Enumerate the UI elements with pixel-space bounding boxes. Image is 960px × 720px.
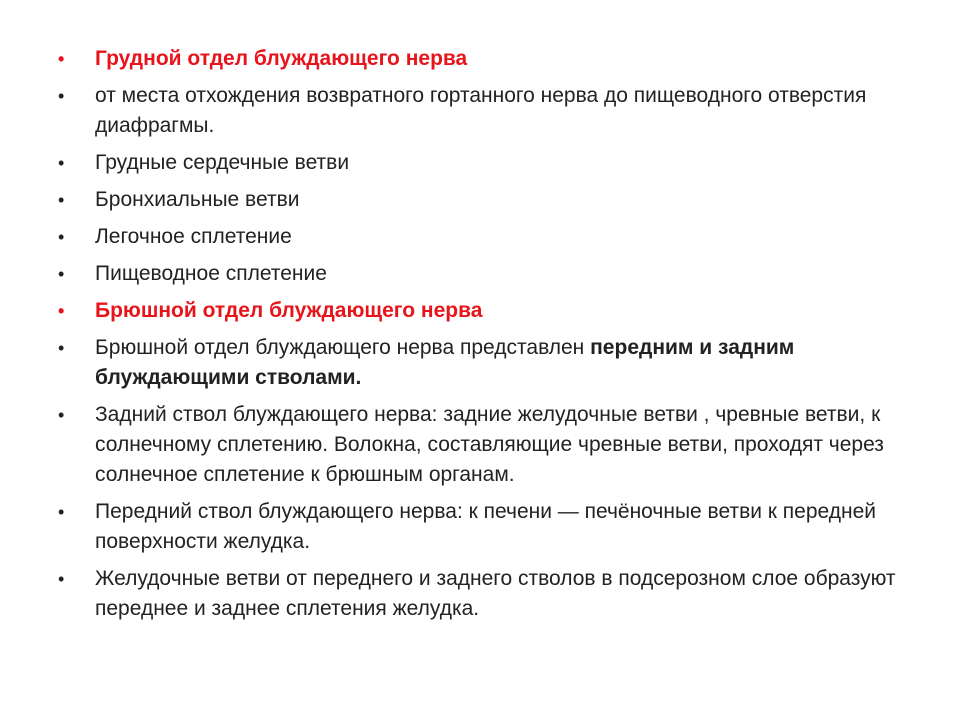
bullet-text: от места отхождения возвратного гортанного нерва до пищеводного отверстия диафрагмы. [95,84,867,137]
bullet-heading-abdominal [58,296,908,326]
bullet-icon: • [58,502,65,522]
bullet-icon: • [58,49,65,69]
bullet-text: Брюшной отдел блуждающего нерва [95,299,483,322]
bullet-icon: • [58,301,65,321]
bullet-text: Желудочные ветви от переднего и заднего стволов в подсерозном слое образуют переднее и заднее сплетения желудка. [95,567,896,620]
bullet-item [58,222,908,252]
bullet-text: Грудной отдел блуждающего нерва [95,47,468,70]
bullet-icon: • [58,86,65,106]
bullet-icon: • [58,569,65,589]
bullet-item [58,333,908,393]
bullet-icon: • [58,190,65,210]
bullet-icon: • [58,338,65,358]
bullet-item [58,185,908,215]
bullet-heading-thoracic [58,44,908,74]
bullet-text: Легочное сплетение [95,225,292,248]
bullet-text-bold: передним и задним блуждающими стволами. [95,336,795,389]
bullet-icon: • [58,405,65,425]
bullet-text: Бронхиальные ветви [95,188,300,211]
bullet-icon: • [58,264,65,284]
bullet-item [58,400,908,490]
bullet-icon: • [58,227,65,247]
bullet-text: Задний ствол блуждающего нерва: задние желудочные ветви , чревные ветви, к солнечному сплетению. Волокна, составляющие чревные ветви, проходят через солнечное сплетение к брюшным органам. [95,403,884,486]
bullet-item [58,259,908,289]
bullet-list [58,44,908,631]
bullet-item [58,497,908,557]
bullet-text: Грудные сердечные ветви [95,151,350,174]
bullet-text: Передний ствол блуждающего нерва: к печени — печёночные ветви к передней поверхности желудка. [95,500,877,553]
bullet-item [58,564,908,624]
bullet-item [58,148,908,178]
bullet-text: Брюшной отдел блуждающего нерва представлен [95,336,591,359]
bullet-text: Пищеводное сплетение [95,262,327,285]
bullet-item [58,81,908,141]
bullet-icon: • [58,153,65,173]
